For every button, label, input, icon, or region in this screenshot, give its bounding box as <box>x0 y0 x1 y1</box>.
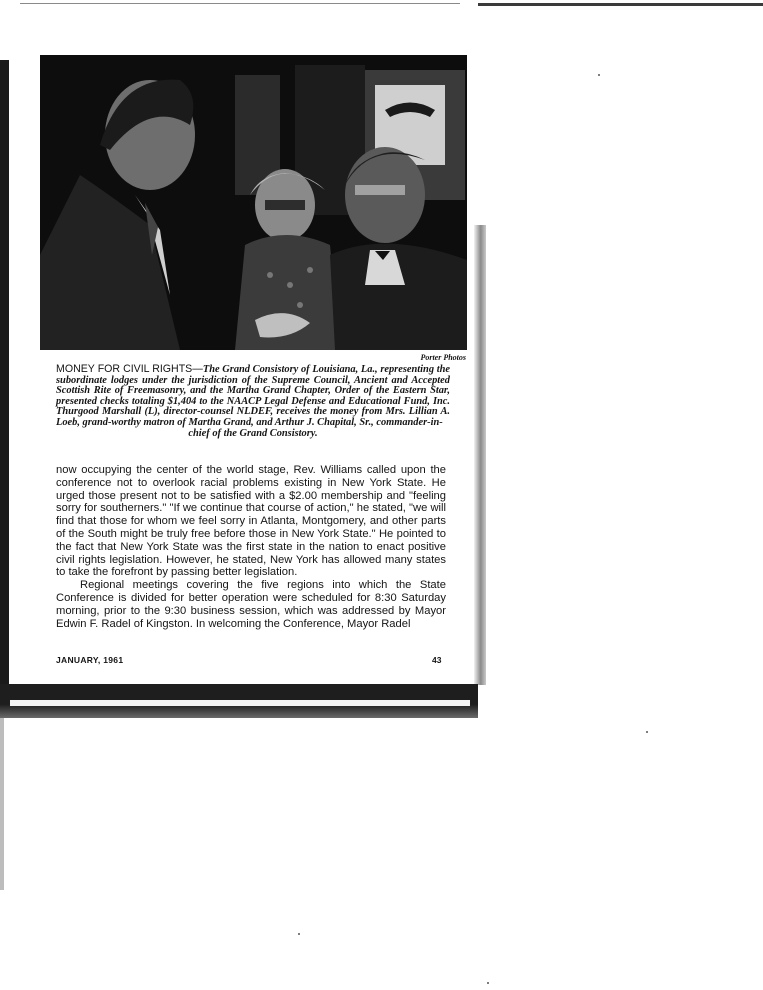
issue-date: JANUARY, 1961 <box>56 655 124 665</box>
caption-text: The Grand Consistory of Louisiana, La., representing the subordinate lodges under the jurisdiction of the Supreme Council, Ancient and Accepted Scottish Rite of Freemasonry, and the Martha Grand Chapter, Order of the Eastern Star, presented checks totaling $1,404 to the NAACP Legal Defense and Educational Fund, Inc. Thurgood Marshall (L), director-counsel NLDEF, receives the money from Mrs. Lillian A. Loeb, grand-worthy matron of Martha Grand, and Arthur J. Chapital, Sr., commander-in- <box>56 364 450 428</box>
scan-left-shadow <box>0 60 9 700</box>
scan-left-border <box>0 690 4 890</box>
page-number: 43 <box>432 655 442 665</box>
caption-tail: chief of the Grand Consistory. <box>188 427 318 439</box>
photo-caption <box>56 364 450 439</box>
scan-top-edge <box>0 0 763 10</box>
scan-speck <box>598 74 600 76</box>
scan-speck <box>487 982 489 984</box>
article-paragraph: Regional meetings covering the five regions into which the State Conference is divided for better operation were scheduled for 8:30 Saturday morning, prior to the 9:30 business session, which was addressed by Mayor Edwin F. Radel of Kingston. In welcoming the Conference, Mayor Radel <box>56 579 446 630</box>
photograph <box>40 55 467 350</box>
scan-speck <box>298 933 300 935</box>
scan-speck <box>646 731 648 733</box>
article-body <box>56 464 446 630</box>
scan-right-shadow <box>474 225 486 685</box>
article-paragraph: now occupying the center of the world stage, Rev. Williams called upon the conference not to overlook racial problems existing in New York State. He urged those present not to be satisfied with a $2.00 membership and "feeling sorry for southerners." "If we continue that course of action," he stated, "we will find that those for whom we feel sorry in Atlanta, Montgomery, and other parts of the South might be truly free before those in New York State." He pointed to the fact that New York State was the first state in the nation to enact positive civil rights legislation. However, he stated, New York has allowed many states to take the forefront by passing better legislation. <box>56 464 446 579</box>
photo-credit: Porter Photos <box>420 353 466 362</box>
caption-headline: MONEY FOR CIVIL RIGHTS— <box>56 363 203 375</box>
scan-bottom-highlight <box>10 700 470 706</box>
